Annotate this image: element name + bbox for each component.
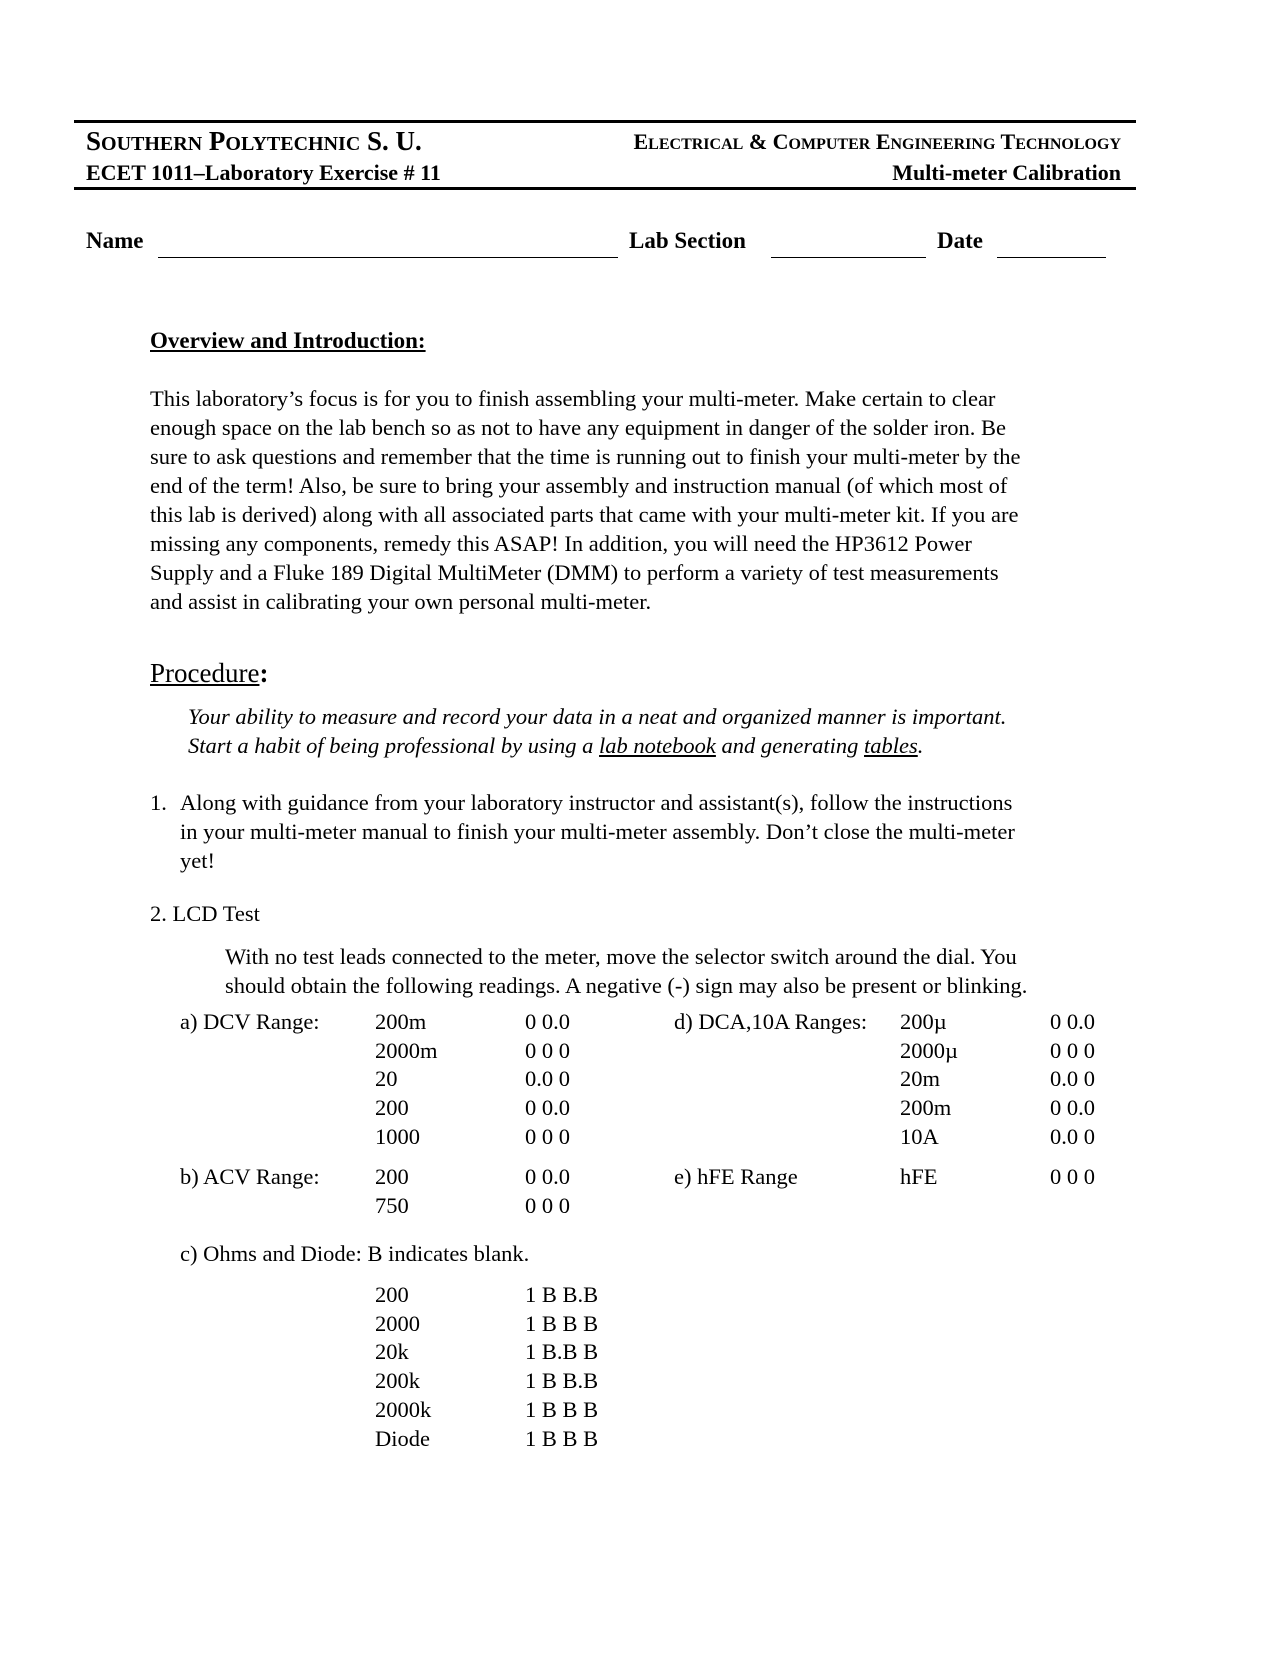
overview-heading: Overview and Introduction: <box>150 328 426 353</box>
hfe-range: hFE <box>900 1164 938 1189</box>
hfe-reading: 0 0 0 <box>1050 1164 1095 1189</box>
name-label: Name <box>86 228 144 253</box>
hfe-label: e) hFE Range <box>674 1164 798 1189</box>
dcv-ranges: 200m 2000m 20 200 1000 <box>375 1009 438 1149</box>
dca-label: d) DCA,10A Ranges: <box>674 1009 868 1034</box>
overview-paragraph: This laboratory’s focus is for you to finish assembling your multi-meter. Make certain to clear enough space on the lab bench so as not to have any equipment in danger of the solder iron. Be sure to ask questions and remember that the time is running out to finish your multi-meter by the end of the term! Also, be sure to bring your assembly and instruction manual (of which most of this lab is derived) along with all associated parts that came with your multi-meter kit. If you are missing any components, remedy this ASAP! In addition, you will need the HP3612 Power Supply and a Fluke 189 Digital MultiMeter (DMM) to perform a variety of test measurements and assist in calibrating your own personal multi-meter. <box>150 386 1021 614</box>
course-title: ECET 1011–Laboratory Exercise # 11 <box>86 160 441 185</box>
tables-emphasis: tables <box>864 733 918 758</box>
header-top-rule <box>74 120 1136 123</box>
header-bottom-rule <box>74 187 1136 190</box>
acv-readings: 0 0.0 0 0 0 <box>525 1164 570 1218</box>
lab-notebook-emphasis: lab notebook <box>599 733 716 758</box>
lab-topic: Multi-meter Calibration <box>892 160 1121 185</box>
ohms-ranges: 200 2000 20k 200k 2000k Diode <box>375 1282 432 1451</box>
procedure-heading: Procedure: <box>150 658 269 688</box>
dca-readings: 0 0.0 0 0 0 0.0 0 0 0.0 0.0 0 <box>1050 1009 1095 1149</box>
name-blank[interactable] <box>158 257 618 258</box>
acv-ranges: 200 750 <box>375 1164 409 1218</box>
ohms-label: c) Ohms and Diode: B indicates blank. <box>180 1241 530 1266</box>
section-label: Lab Section <box>629 228 746 253</box>
step-1: 1. Along with guidance from your laboratory instructor and assistant(s), follow the instructions in your multi-meter manual to finish your multi-meter assembly. Don’t close the multi-meter yet! <box>150 790 1015 873</box>
dcv-readings: 0 0.0 0 0 0 0.0 0 0 0.0 0 0 0 <box>525 1009 570 1149</box>
procedure-note: Your ability to measure and record your data in a neat and organized manner is important. Start a habit of being professional by using a lab notebook and generating tables. <box>188 704 1007 758</box>
section-blank[interactable] <box>771 257 926 258</box>
dcv-label: a) DCV Range: <box>180 1009 320 1034</box>
ohms-readings: 1 B B.B 1 B B B 1 B.B B 1 B B.B 1 B B B 1 B B B <box>525 1282 599 1451</box>
step-2-instructions: With no test leads connected to the meter, move the selector switch around the dial. You should obtain the following readings. A negative (-) sign may also be present or blinking. <box>225 944 1028 998</box>
department-name: ELECTRICAL & COMPUTER ENGINEERING TECHNOLOGY <box>633 129 1121 154</box>
dca-ranges: 200µ 2000µ 20m 200m 10A <box>900 1009 958 1149</box>
acv-label: b) ACV Range: <box>180 1164 320 1189</box>
date-blank[interactable] <box>997 257 1106 258</box>
step-2-title: 2. LCD Test <box>150 901 260 926</box>
date-label: Date <box>937 228 983 253</box>
institution-name: SOUTHERN POLYTECHNIC S. U. <box>86 126 422 156</box>
